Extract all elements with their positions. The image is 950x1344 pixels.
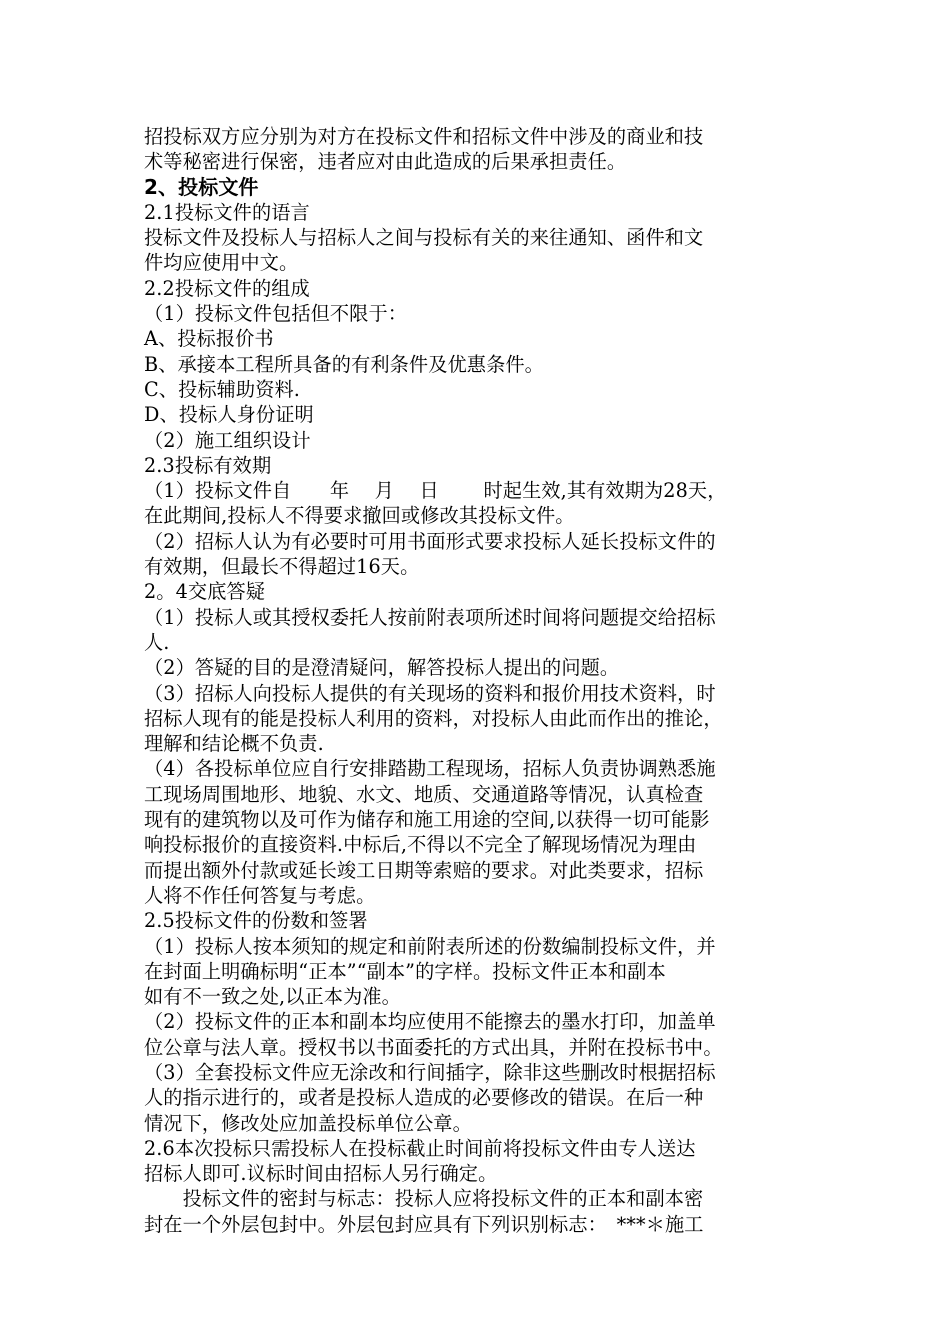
text-line: （4）各投标单位应自行安排踏勘工程现场，招标人负责协调熟悉施 (144, 757, 716, 781)
text-line: 响投标报价的直接资料.中标后,不得以不完全了解现场情况为理由 (144, 833, 697, 857)
text-line: D、投标人身份证明 (144, 403, 314, 427)
text-line: （2）答疑的目的是澄清疑问，解答投标人提出的问题。 (144, 656, 620, 680)
text-line: 工现场周围地形、地貌、水文、地质、交通道路等情况，认真检查 (144, 782, 704, 806)
text-line: 情况下，修改处应加盖投标单位公章。 (144, 1111, 472, 1135)
text-line: （2）招标人认为有必要时可用书面形式要求投标人延长投标文件的 (144, 529, 716, 553)
text-line: 2.2投标文件的组成 (144, 276, 310, 300)
text-line: 招标人现有的能是投标人利用的资料，对投标人由此而作出的推论， (144, 706, 723, 730)
text-line: （2）投标文件的正本和副本均应使用不能擦去的墨水打印，加盖单 (144, 1010, 716, 1034)
text-line: （3）招标人向投标人提供的有关现场的资料和报价用技术资料，时 (144, 681, 716, 705)
text-line: 人将不作任何答复与考虑。 (144, 883, 376, 907)
text-line: 术等秘密进行保密，违者应对由此造成的后果承担责任。 (144, 150, 627, 174)
text-line: 2.1投标文件的语言 (144, 200, 310, 224)
text-line: B、承接本工程所具备的有利条件及优惠条件。 (144, 352, 544, 376)
text-line: 封在一个外层包封中。外层包封应具有下列识别标志： ***＊施工 (144, 1212, 704, 1236)
text-line: 投标文件的密封与标志：投标人应将投标文件的正本和副本密 (144, 1187, 704, 1211)
text-line: （1）投标文件包括但不限于： (144, 302, 408, 326)
text-line: 件均应使用中文。 (144, 251, 299, 275)
text-line: 投标文件及投标人与招标人之间与投标有关的来往通知、函件和文 (144, 226, 704, 250)
text-line: 2.6本次投标只需投标人在投标截止时间前将投标文件由专人送达 (144, 1136, 696, 1160)
text-line: （2）施工组织设计 (144, 428, 311, 452)
text-line: （1）投标人按本须知的规定和前附表所述的份数编制投标文件，并 (144, 934, 716, 958)
text-line: （1）投标文件自 年 月 日 时起生效,其有效期为28天， (144, 479, 727, 503)
text-line: 现有的建筑物以及可作为储存和施工用途的空间,以获得一切可能影 (144, 808, 710, 832)
text-line: 位公章与法人章。授权书以书面委托的方式出具，并附在投标书中。 (144, 1035, 723, 1059)
text-line: 招投标双方应分别为对方在投标文件和招标文件中涉及的商业和技 (144, 125, 704, 148)
text-line: 有效期，但最长不得超过16天。 (144, 555, 420, 579)
text-line: 在封面上明确标明“正本”“副本”的字样。投标文件正本和副本 (144, 959, 666, 983)
section-heading: 2、投标文件 (144, 174, 259, 199)
text-line: 而提出额外付款或延长竣工日期等索赔的要求。对此类要求，招标 (144, 858, 704, 882)
document-body (144, 124, 814, 1237)
text-line: C、投标辅助资料. (144, 377, 300, 401)
text-line: A、投标报价书 (144, 327, 274, 351)
text-line: 如有不一致之处,以正本为准。 (144, 985, 401, 1009)
text-line: 2.3投标有效期 (144, 453, 272, 477)
text-line: （1）投标人或其授权委托人按前附表项所述时间将问题提交给招标 (144, 605, 716, 629)
text-line: （3）全套投标文件应无涂改和行间插字，除非这些删改时根据招标 (144, 1060, 716, 1084)
text-line: 2。4交底答疑 (144, 580, 266, 604)
text-line: 在此期间,投标人不得要求撤回或修改其投标文件。 (144, 504, 575, 528)
text-line: 招标人即可.议标时间由招标人另行确定。 (144, 1162, 498, 1186)
text-line: 理解和结论概不负责. (144, 732, 324, 756)
text-line: 2.5投标文件的份数和签署 (144, 909, 368, 933)
text-line: 人的指示进行的，或者是投标人造成的必要修改的错误。在后一种 (144, 1086, 704, 1110)
text-line: 人. (144, 630, 170, 654)
